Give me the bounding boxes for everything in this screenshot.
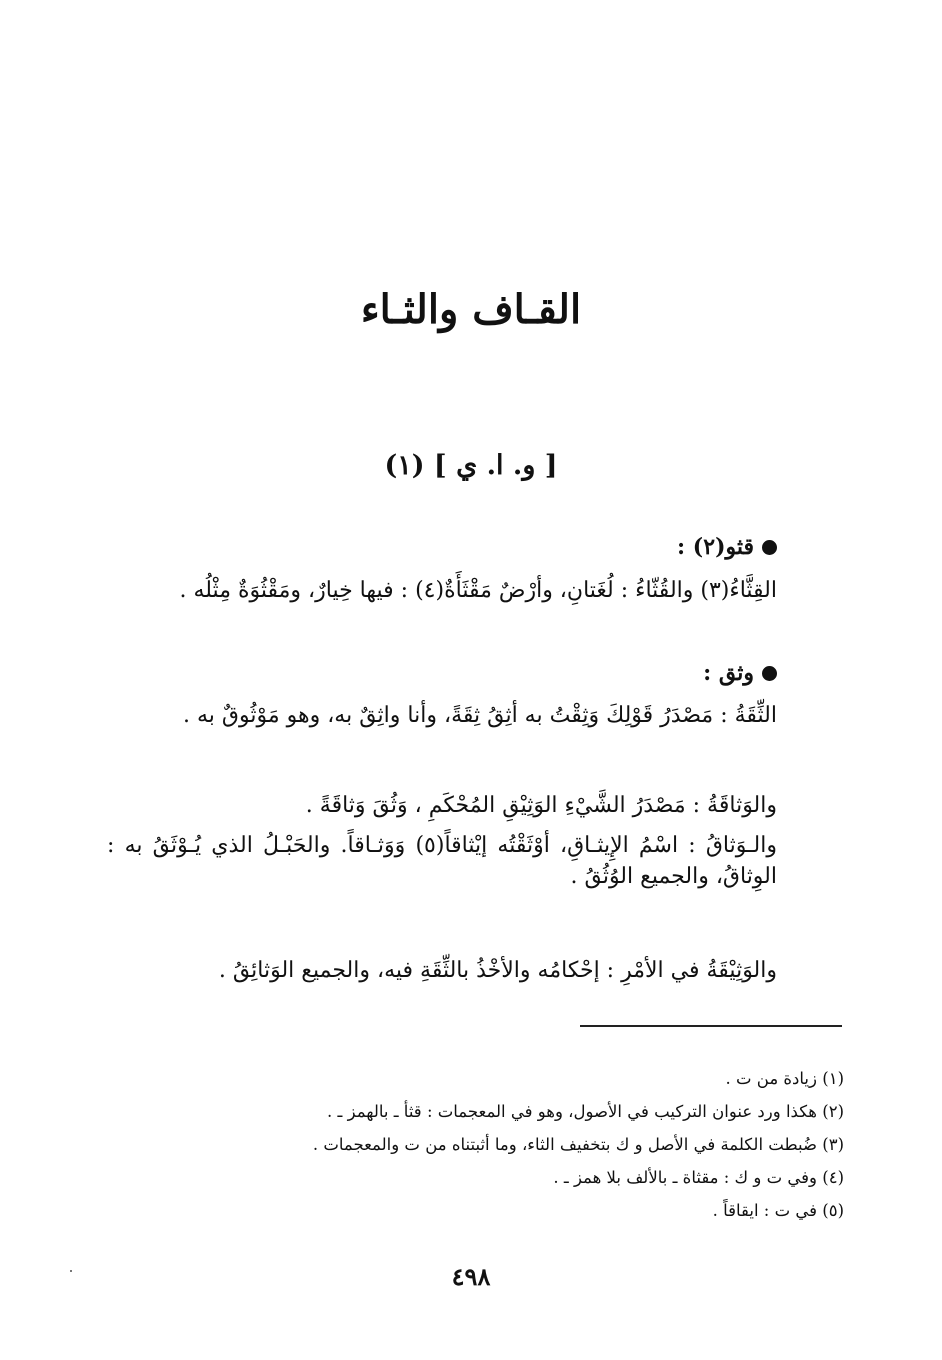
entry-paragraph: والوَثِيْقَةُ في الأمْرِ : إحْكامُه والأخْذُ بالثِّقَةِ فيه، والجميع الوَثائِقُ . bbox=[218, 958, 777, 983]
footnote: (٣) ضُبطت الكلمة في الأصل و ك بتخفيف الثاء، وما أثبتناه من ت والمعجمات . bbox=[312, 1135, 844, 1154]
footnote: (٢) هكذا ورد عنوان التركيب في الأصول، وهو في المعجمات : قثأ ـ بالهمز ـ . bbox=[327, 1102, 844, 1121]
page-number: ٤٩٨ bbox=[451, 1262, 491, 1291]
bullet-icon bbox=[762, 540, 777, 555]
entry-heading-label: قثو(٢) : bbox=[677, 534, 754, 560]
entry-heading-label: وثق : bbox=[703, 660, 754, 686]
footnote: (٤) وفي ت و ك : مقثاة ـ بالألف بلا همز ـ . bbox=[553, 1168, 844, 1187]
chapter-title: القـاف والثـاء bbox=[360, 286, 582, 333]
entry-heading-qthw bbox=[677, 534, 777, 560]
scan-speck bbox=[70, 1270, 72, 1272]
entry-paragraph: القِثَّاءُ(٣) والقُثّاءُ : لُغَتانِ، وأرْضٌ مَقْثَأَةٌ(٤) : فيها خِيارٌ، ومَقْثُوَةٌ مِثْلُه . bbox=[179, 578, 777, 603]
footnote-divider bbox=[580, 1025, 842, 1027]
bullet-icon bbox=[762, 666, 777, 681]
entry-heading-wthq bbox=[703, 660, 777, 686]
entry-paragraph: والوَثاقَةُ : مَصْدَرُ الشَّيْءِ الوَثِيْقِ المُحْكَمِ ، وَثُقَ وَثاقَةً . bbox=[305, 793, 777, 818]
root-heading: [ و. ا. ي ] (١) bbox=[384, 450, 558, 481]
footnote: (١) زيادة من ت . bbox=[725, 1069, 844, 1088]
entry-paragraph: والـوَثاقُ : اسْمُ الإِيثـاقِ، أوْثَقْتُه إيْثاقاً(٥) وَوَثـاقاً. والحَبْـلُ الذي يُـوْثَقُ به : الوِثاقُ، والجميع الوُثُقُ . bbox=[107, 833, 777, 889]
entry-paragraph: الثِّقَةُ : مَصْدَرُ قَوْلِكَ وَثِقْتُ به أثِقُ ثِقَةً، وأنا واثِقٌ به، وهو مَوْثُوقٌ به . bbox=[183, 703, 777, 728]
footnotes-list bbox=[144, 1062, 844, 1227]
footnote: (٥) في ت : ايقاقاً . bbox=[712, 1201, 844, 1220]
